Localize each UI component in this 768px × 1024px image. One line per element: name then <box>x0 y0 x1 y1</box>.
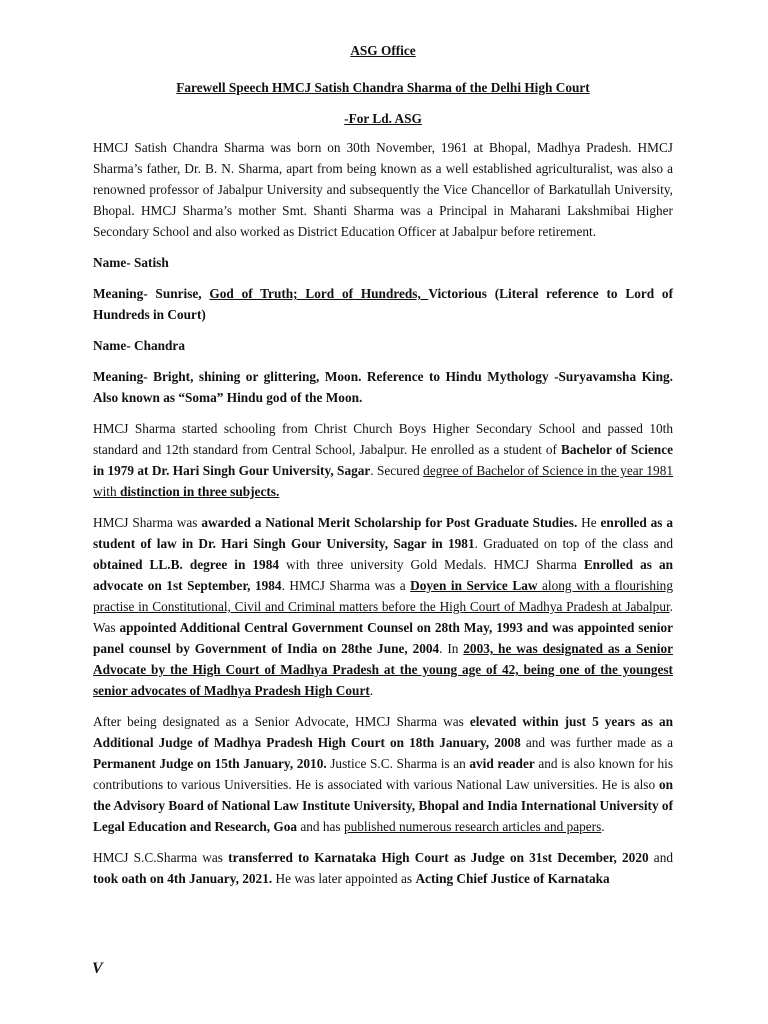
text-span: HMCJ Sharma started schooling from Christ Church Boys Higher Secondary School and passed 10th standard and 12th standard from Central School, Jabalpur. He enrolled as a student of <box>93 421 673 457</box>
underlined-span: published numerous research articles and papers <box>343 819 602 834</box>
underlined-span: degree of Bachelor of Science in the year 1981 with <box>93 463 673 499</box>
text-span: Justice S.C. Sharma is an <box>326 756 470 771</box>
bold-underlined-span: Doyen in Service Law <box>410 578 538 593</box>
bold-span: appointed Additional Central Government Counsel on 28th May, 1993 and was appointed senior panel counsel by Government of India on 28the June, 2004 <box>93 620 673 656</box>
paragraph-karnataka <box>93 847 673 889</box>
text-span: and <box>648 850 673 865</box>
paragraph-birth: HMCJ Satish Chandra Sharma was born on 30th November, 1961 at Bhopal, Madhya Pradesh. HMCJ Sharma’s father, Dr. B. N. Sharma, apart from being known as a well established agriculturalist, was also a renowned professor of Jabalpur University and subsequently the Vice Chancellor of Barkatullah University, Bhopal. HMCJ Sharma’s mother Smt. Shanti Sharma was a Principal in Maharani Lakshmibai Higher Secondary School and also worked as District Education Officer at Jabalpur before retirement. <box>93 140 673 239</box>
underlined-span: along with a flourishing practise in Constitutional, Civil and Criminal matters before the High Court of Madhya Pradesh at Jabalpur <box>93 578 673 614</box>
bold-span: obtained LL.B. degree in 1984 <box>93 557 279 572</box>
bold-span: took oath on 4th January, 2021. <box>93 871 273 886</box>
bold-span: Acting Chief Justice of Karnataka <box>415 871 610 886</box>
paragraph-judgeship <box>93 711 673 837</box>
bold-span: awarded a National Merit Scholarship for Post Graduate Studies. <box>201 515 578 530</box>
bold-underlined-span: distinction in three subjects. <box>119 484 280 499</box>
text-span: He was later appointed as <box>272 871 416 886</box>
text-span: After being designated as a Senior Advocate, HMCJ Sharma was <box>93 714 470 729</box>
name-chandra: Name- Chandra <box>93 338 185 353</box>
bold-underlined-span: 2003, he was designated as a Senior Advocate by the High Court of Madhya Pradesh at the young age of 42, being one of the youngest senior advocates of Madhya Pradesh High Court <box>93 641 673 698</box>
bold-span: Enrolled as an advocate on 1st September, 1984 <box>93 557 674 593</box>
paragraph-schooling <box>93 418 673 502</box>
text-span: . Graduated on top of the class and <box>474 536 673 551</box>
name-satish: Name- Satish <box>93 255 169 270</box>
text-span: . Was <box>93 599 673 635</box>
text-span: HMCJ S.C.Sharma was <box>93 850 229 865</box>
meaning-satish <box>93 283 673 325</box>
for-line: -For Ld. ASG <box>344 111 422 126</box>
bold-span: enrolled as a student of law in Dr. Hari Singh Gour University, Sagar in 1981 <box>93 515 673 551</box>
text-span: . <box>601 819 605 834</box>
speech-title: Farewell Speech HMCJ Satish Chandra Sharma of the Delhi High Court <box>176 80 590 95</box>
text-span: and has <box>297 819 344 834</box>
meaning-satish-rest: Victorious (Literal reference to Lord of Hundreds in Court) <box>93 286 674 322</box>
document-page <box>93 40 673 899</box>
footer-initial-mark: V <box>92 960 103 977</box>
bold-span: avid reader <box>469 756 535 771</box>
meaning-satish-underlined: God of Truth; Lord of Hundreds, <box>209 286 429 301</box>
bold-span: transferred to Karnataka High Court as Judge on 31st December, 2020 <box>228 850 649 865</box>
text-span: . HMCJ Sharma was a <box>281 578 411 593</box>
meaning-chandra: Meaning- Bright, shining or glittering, Moon. Reference to Hindu Mythology -Suryavamsha King. Also known as “Soma” Hindu god of the Moon. <box>93 369 673 405</box>
bold-span: Permanent Judge on 15th January, 2010. <box>93 756 327 771</box>
meaning-satish-text: Meaning- Sunrise, <box>93 286 210 301</box>
office-heading: ASG Office <box>350 43 416 58</box>
text-span: . <box>369 683 374 698</box>
bold-span: Bachelor of Science in 1979 at Dr. Hari Singh Gour University, Sagar <box>93 442 673 478</box>
paragraph-law-career <box>93 512 673 701</box>
text-span: He <box>577 515 601 530</box>
text-span: . In <box>439 641 464 656</box>
text-span: . Secured <box>370 463 424 478</box>
bold-span: elevated within just 5 years as an Additional Judge of Madhya Pradesh High Court on 18th January, 2008 <box>93 714 673 750</box>
text-span: with three university Gold Medals. HMCJ Sharma <box>279 557 584 572</box>
text-span: HMCJ Sharma was <box>93 515 202 530</box>
text-span: and was further made as a <box>520 735 673 750</box>
text-span: and is also known for his contributions to various Universities. He is associated with various National Law universities. He is also <box>93 756 673 792</box>
bold-span: on the Advisory Board of National Law Institute University, Bhopal and India International University of Legal Education and Research, Goa <box>93 777 673 834</box>
